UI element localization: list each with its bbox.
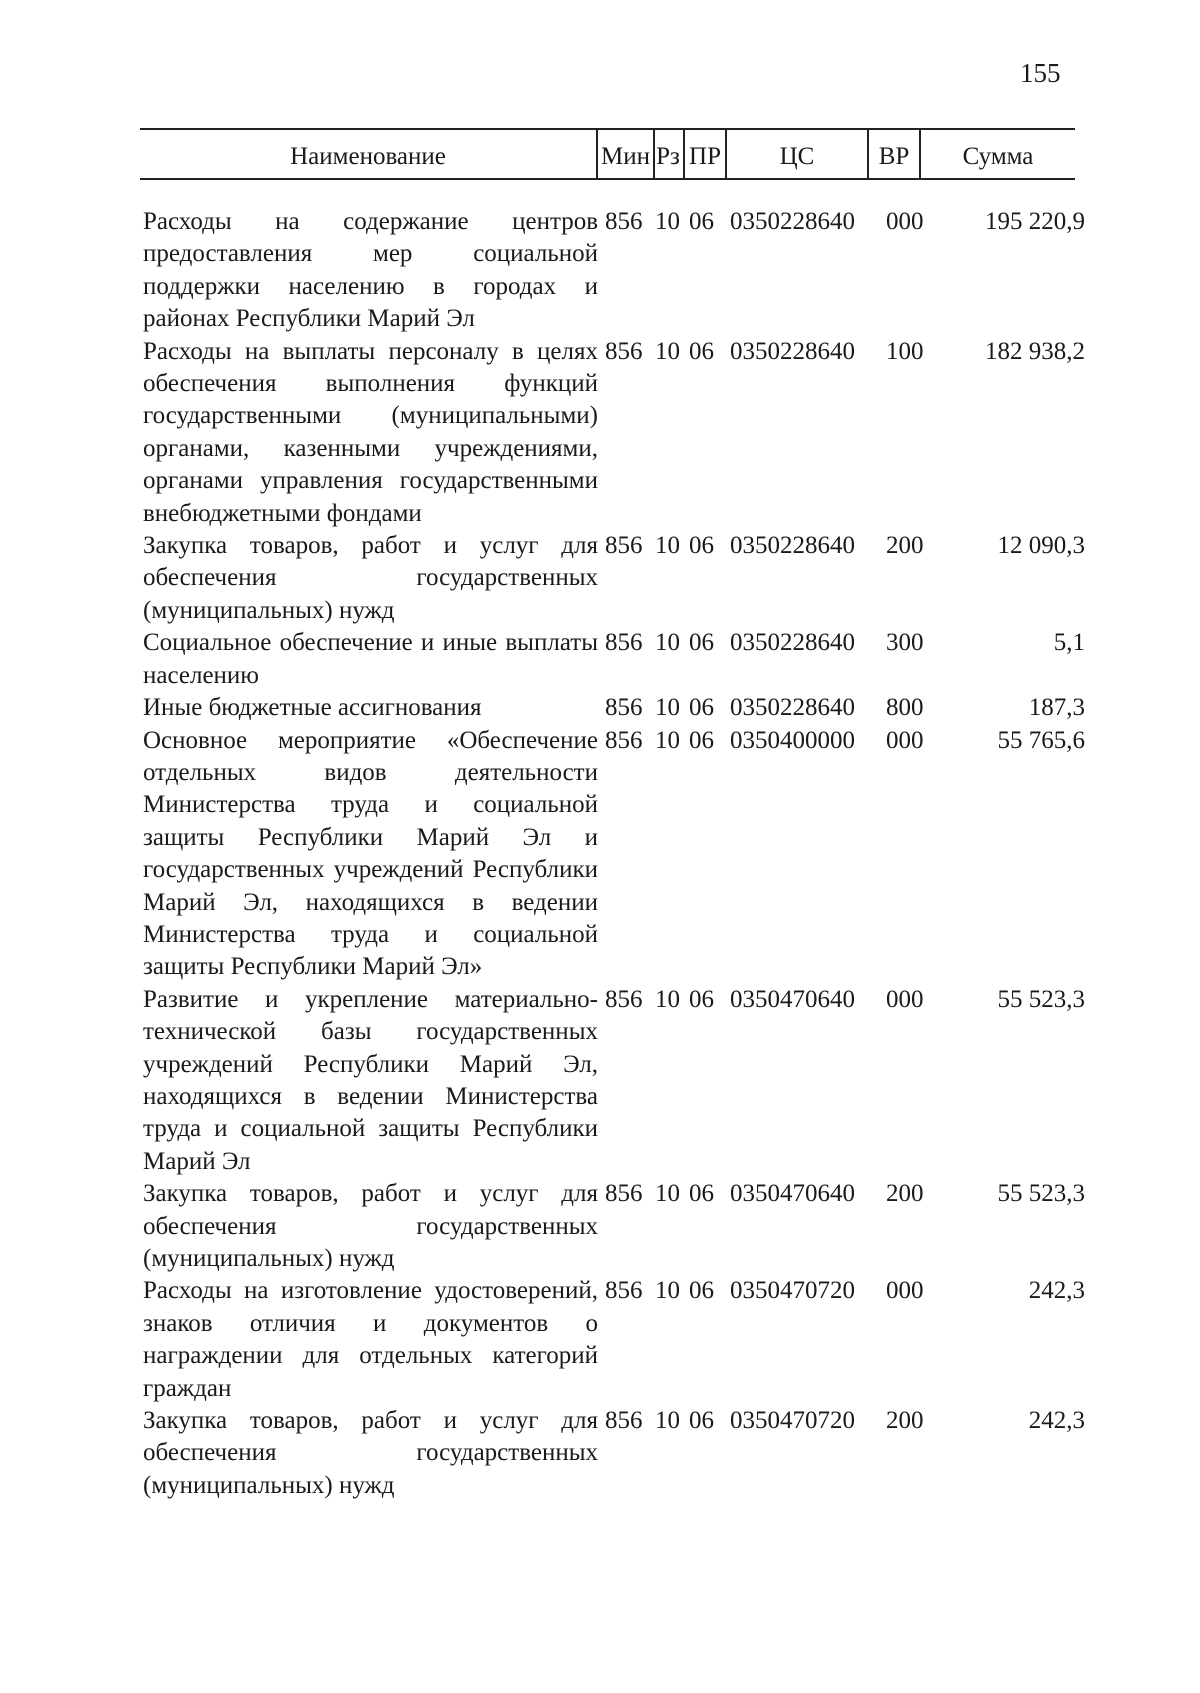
header-min: Мин (596, 130, 655, 178)
row-pr: 06 (689, 726, 714, 754)
row-sum: 195 220,9 (985, 208, 1085, 235)
table-row (143, 1405, 1093, 1502)
row-cs: 0350228640 (730, 532, 855, 560)
row-min: 856 (605, 1277, 643, 1305)
row-rz: 10 (655, 726, 680, 754)
row-cs: 0350470720 (730, 1407, 855, 1435)
table-row (143, 984, 1093, 1178)
row-pr: 06 (689, 532, 714, 560)
row-min: 856 (605, 532, 643, 560)
row-name: Расходы на содержание центров предоставления мер социальной поддержки населению в городах и районах Республики Марий Эл (143, 208, 598, 333)
row-rz: 10 (655, 208, 680, 235)
row-name: Закупка товаров, работ и услуг для обеспечения государственных (муниципальных) нужд (143, 1180, 598, 1272)
row-rz: 10 (655, 337, 680, 365)
row-sum: 182 938,2 (985, 337, 1085, 365)
row-name: Закупка товаров, работ и услуг для обеспечения государственных (муниципальных) нужд (143, 532, 598, 624)
row-sum: 242,3 (1028, 1277, 1085, 1305)
row-min: 856 (605, 694, 643, 722)
row-min: 856 (605, 208, 643, 235)
row-min: 856 (605, 337, 643, 365)
row-rz: 10 (655, 1277, 680, 1305)
row-sum: 5,1 (1053, 629, 1085, 657)
row-rz: 10 (655, 629, 680, 657)
row-vr: 000 (886, 726, 924, 754)
header-name: Наименование (290, 143, 446, 170)
row-sum: 55 523,3 (997, 985, 1085, 1013)
row-sum: 242,3 (1028, 1407, 1085, 1435)
row-name: Расходы на выплаты персоналу в целях обеспечения выполнения функций государственными (муниципальными) органами, казенными учреждениями, органами управления государственными внебюджетными фондами (143, 337, 598, 527)
row-min: 856 (605, 1407, 643, 1435)
header-sum: Сумма (962, 143, 1034, 170)
row-pr: 06 (689, 694, 714, 722)
row-rz: 10 (655, 1180, 680, 1208)
table-row (143, 725, 1093, 984)
table-row (143, 1178, 1093, 1275)
row-sum: 12 090,3 (997, 532, 1085, 560)
row-pr: 06 (689, 1180, 714, 1208)
table-row (143, 627, 1093, 692)
row-min: 856 (605, 1180, 643, 1208)
row-rz: 10 (655, 985, 680, 1013)
row-min: 856 (605, 985, 643, 1013)
row-rz: 10 (655, 532, 680, 560)
row-cs: 0350400000 (730, 726, 855, 754)
table-body (143, 206, 1093, 1502)
row-pr: 06 (689, 985, 714, 1013)
table-row (143, 530, 1093, 627)
table-row (143, 206, 1093, 336)
row-pr: 06 (689, 629, 714, 657)
row-vr: 000 (886, 1277, 924, 1305)
table-header (140, 128, 1075, 180)
row-name: Развитие и укрепление материально-технической базы государственных учреждений Республики Марий Эл, находящихся в ведении Министерства труда и социальной защиты Республики Марий Эл (143, 985, 598, 1175)
row-sum: 187,3 (1028, 694, 1085, 722)
row-vr: 000 (886, 208, 924, 235)
table-row (143, 1275, 1093, 1405)
row-sum: 55 523,3 (997, 1180, 1085, 1208)
row-pr: 06 (689, 337, 714, 365)
row-name: Основное мероприятие «Обеспечение отдельных видов деятельности Министерства труда и социальной защиты Республики Марий Эл и государственных учреждений Республики Марий Эл, находящихся в ведении Министерства труда и социальной защиты Республики Марий Эл» (143, 726, 598, 981)
page-number: 155 (1020, 58, 1061, 88)
row-pr: 06 (689, 1277, 714, 1305)
header-cs: ЦС (727, 130, 869, 178)
row-cs: 0350228640 (730, 208, 855, 235)
row-vr: 200 (886, 532, 924, 560)
row-vr: 300 (886, 629, 924, 657)
header-pr: ПР (685, 130, 727, 178)
row-sum: 55 765,6 (997, 726, 1085, 754)
row-vr: 800 (886, 694, 924, 722)
row-pr: 06 (689, 208, 714, 235)
row-name: Закупка товаров, работ и услуг для обеспечения государственных (муниципальных) нужд (143, 1407, 598, 1499)
row-min: 856 (605, 726, 643, 754)
row-cs: 0350470640 (730, 985, 855, 1013)
row-rz: 10 (655, 1407, 680, 1435)
header-vr: ВР (869, 130, 921, 178)
header-rz: Рз (653, 130, 685, 178)
row-vr: 200 (886, 1407, 924, 1435)
row-name: Социальное обеспечение и иные выплаты населению (143, 629, 598, 689)
row-rz: 10 (655, 694, 680, 722)
row-name: Расходы на изготовление удостоверений, знаков отличия и документов о награждении для отдельных категорий граждан (143, 1277, 598, 1402)
row-cs: 0350470640 (730, 1180, 855, 1208)
table-row (143, 336, 1093, 530)
row-vr: 100 (886, 337, 924, 365)
row-name: Иные бюджетные ассигнования (143, 694, 482, 722)
row-cs: 0350228640 (730, 337, 855, 365)
row-vr: 200 (886, 1180, 924, 1208)
row-cs: 0350228640 (730, 694, 855, 722)
row-pr: 06 (689, 1407, 714, 1435)
row-vr: 000 (886, 985, 924, 1013)
row-cs: 0350470720 (730, 1277, 855, 1305)
row-cs: 0350228640 (730, 629, 855, 657)
table-row (143, 692, 1093, 724)
row-min: 856 (605, 629, 643, 657)
